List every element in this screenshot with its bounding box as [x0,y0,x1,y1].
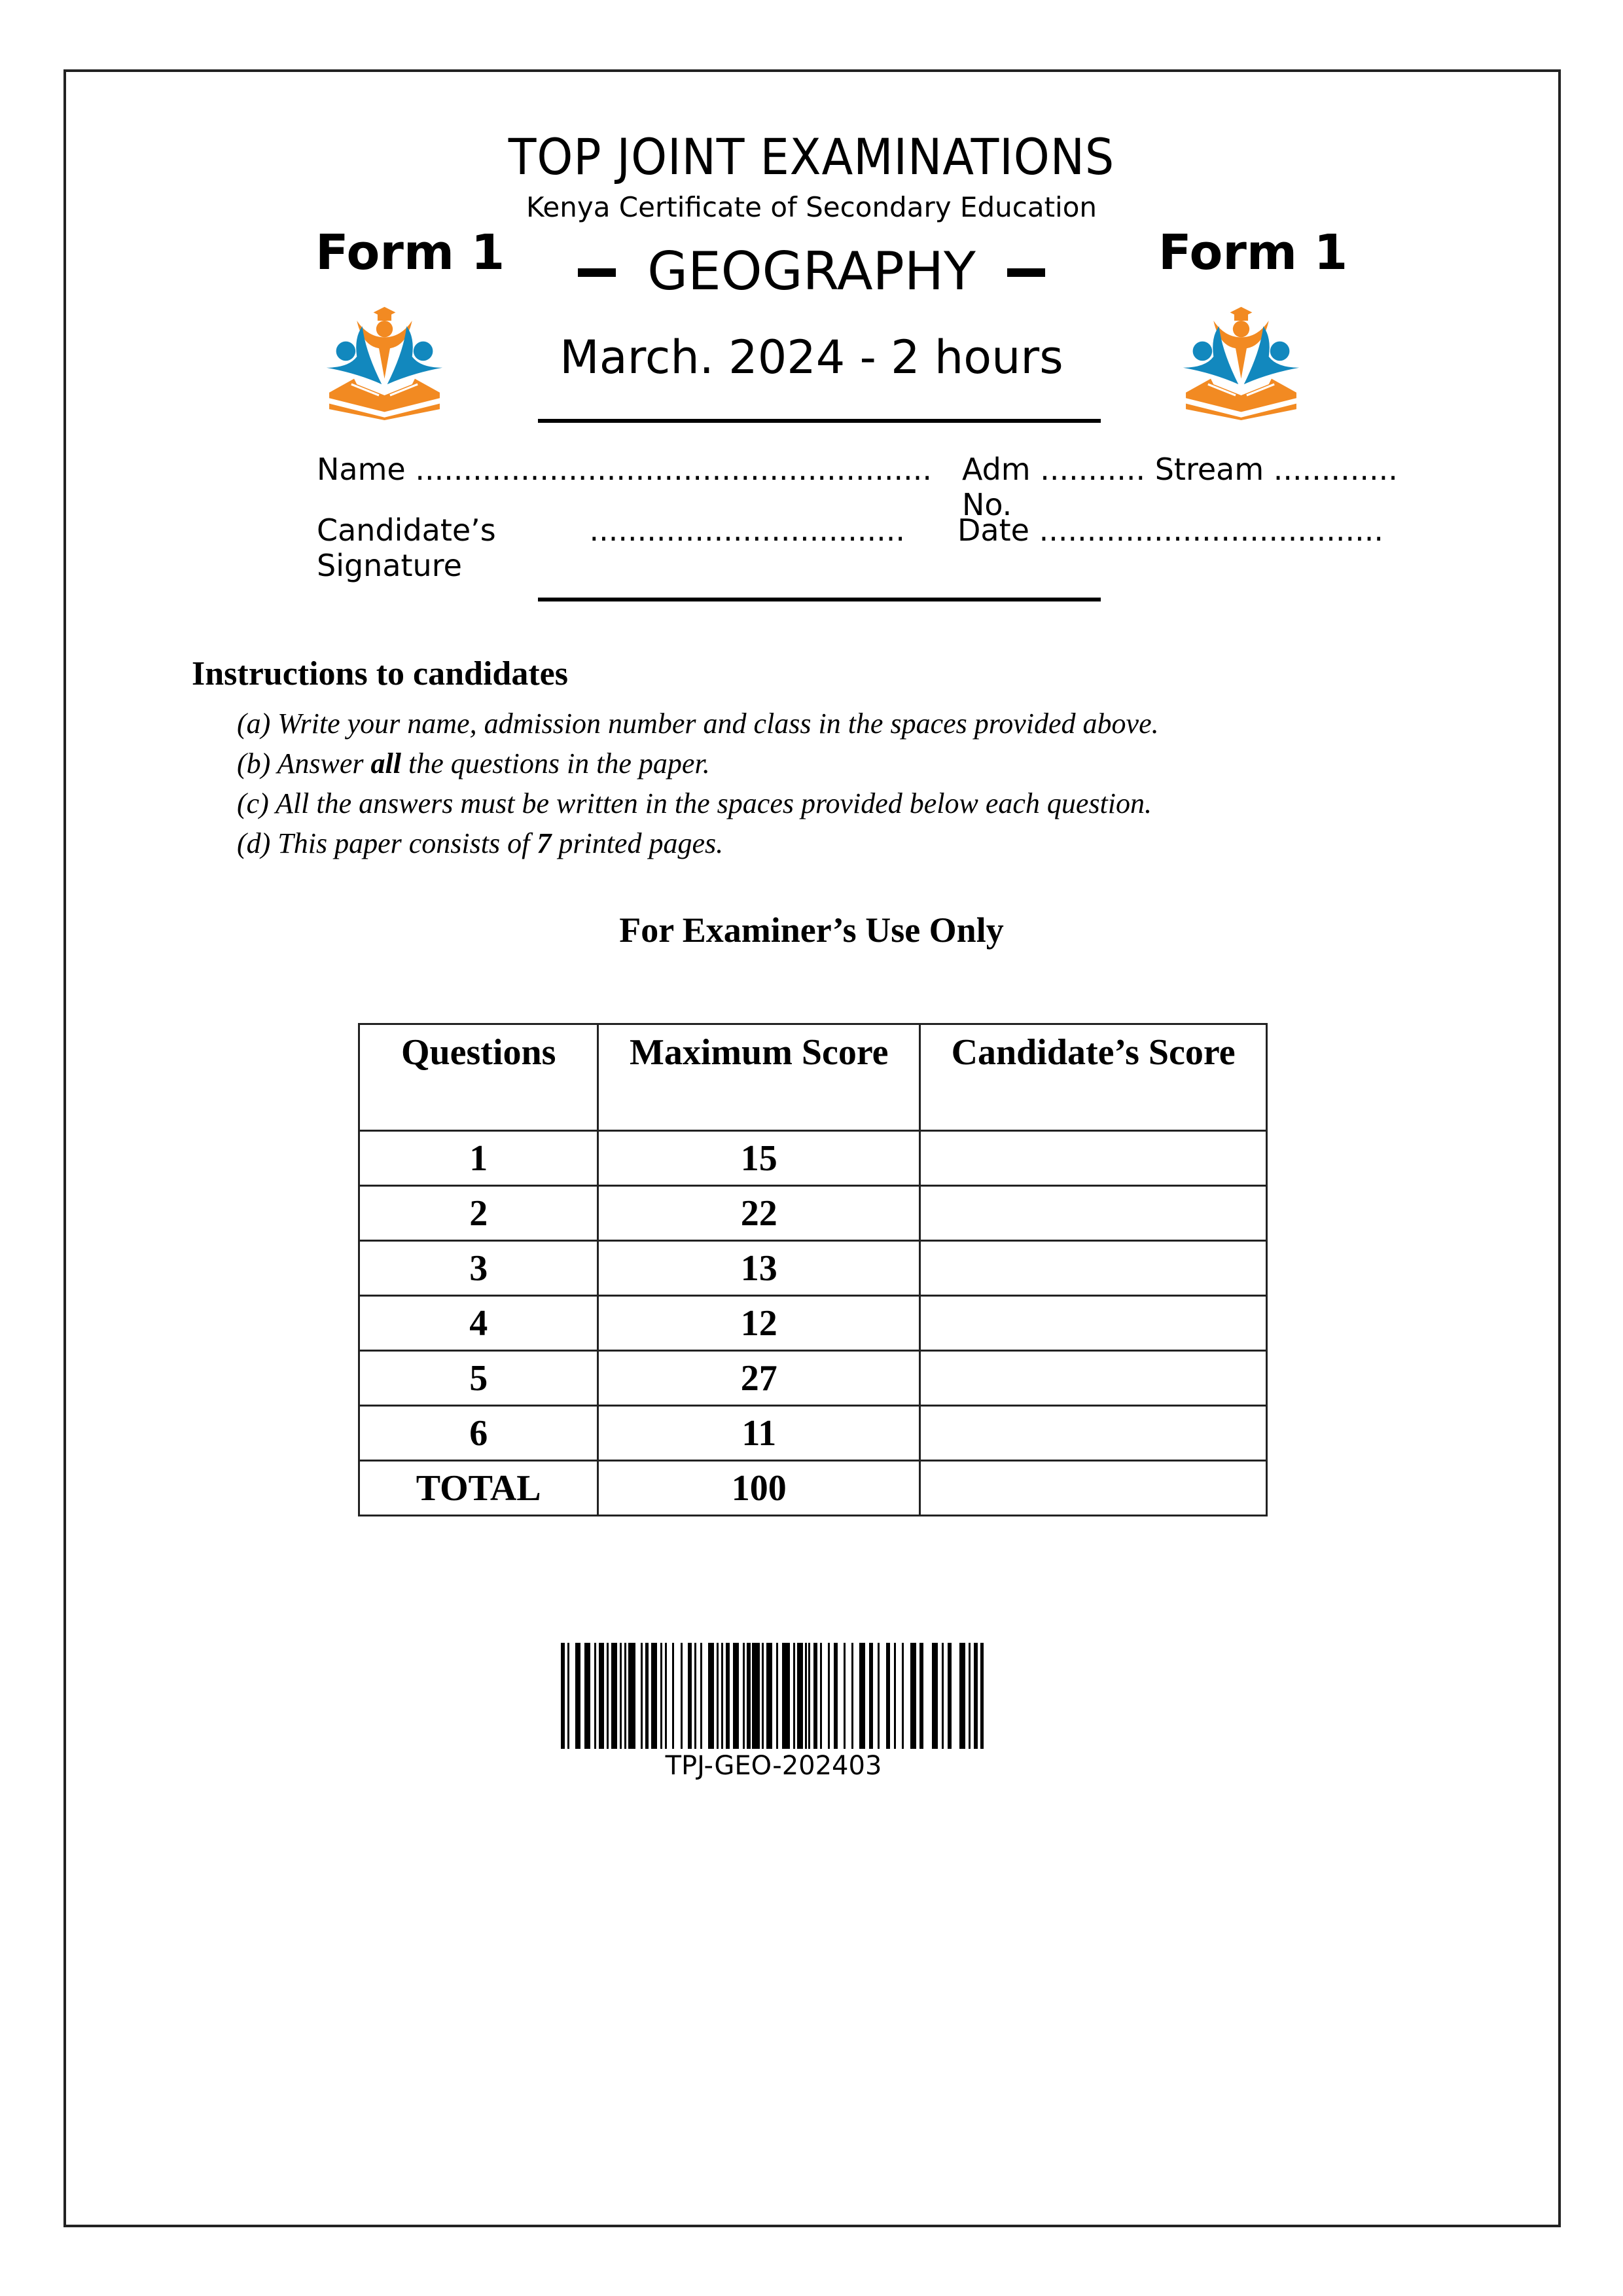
dash-right [1007,268,1045,277]
adm-field[interactable]: ........... [1040,452,1146,487]
max-score-cell: 11 [598,1406,920,1461]
org-title: TOP JOINT EXAMINATIONS [508,128,1115,186]
date-label: Date [957,512,1029,548]
column-header: Maximum Score [598,1024,920,1131]
subject-text: GEOGRAPHY [647,241,976,302]
emphasis: all [370,747,401,780]
instruction-item: (d) This paper consists of 7 printed pages. [237,827,724,859]
table-row [359,1296,1267,1351]
table-row [359,1241,1267,1296]
date-field[interactable]: .................................... [1039,512,1383,548]
instructions-title: Instructions to candidates [192,655,568,692]
instruction-item: (c) All the answers must be written in the spaces provided below each question. [237,787,1152,819]
name-field[interactable]: ...................................................... [415,452,932,487]
instructions-list [237,704,1159,863]
question-cell: 2 [359,1186,598,1241]
max-score-cell: 22 [598,1186,920,1241]
form-label-left: Form 1 [315,224,505,281]
header-rule-top [538,419,1101,423]
candidate-score-cell[interactable] [920,1296,1267,1351]
examiner-title: For Examiner’s Use Only [619,910,1004,950]
barcode-icon [558,1643,990,1749]
signature-row [317,512,1383,583]
table-row [359,1131,1267,1186]
name-label: Name [317,452,406,487]
candidate-score-cell[interactable] [920,1351,1267,1406]
signature-label: Candidate’s Signature [317,512,496,583]
candidate-score-cell[interactable] [920,1241,1267,1296]
candidate-score-cell[interactable] [920,1131,1267,1186]
question-cell: 5 [359,1351,598,1406]
instruction-item: (b) Answer all the questions in the paper. [237,747,710,780]
signature-field[interactable]: ................................. [589,512,906,548]
total-max-cell: 100 [598,1461,920,1516]
emphasis: 7 [537,827,552,859]
adm-label: Adm No. [961,452,1031,522]
barcode-text: TPJ-GEO-202403 [665,1751,882,1781]
column-header: Questions [359,1024,598,1131]
exam-date-duration: March. 2024 - 2 hours [560,331,1063,384]
question-cell: 4 [359,1296,598,1351]
total-score-cell[interactable] [920,1461,1267,1516]
max-score-cell: 27 [598,1351,920,1406]
candidate-score-cell[interactable] [920,1186,1267,1241]
column-header: Candidate’s Score [920,1024,1267,1131]
max-score-cell: 13 [598,1241,920,1296]
score-table [358,1023,1268,1516]
max-score-cell: 15 [598,1131,920,1186]
name-row [317,452,1398,522]
table-total-row [359,1461,1267,1516]
instruction-item: (a) Write your name, admission number and class in the spaces provided above. [237,708,1159,740]
table-row [359,1351,1267,1406]
subject-title [0,241,1623,302]
question-cell: 1 [359,1131,598,1186]
table-row [359,1186,1267,1241]
total-label-cell: TOTAL [359,1461,598,1516]
dash-left [578,268,616,277]
stream-label: Stream [1154,452,1264,487]
question-cell: 3 [359,1241,598,1296]
stream-field[interactable]: ............. [1273,452,1398,487]
question-cell: 6 [359,1406,598,1461]
table-row [359,1406,1267,1461]
org-subtitle: Kenya Certificate of Secondary Education [526,191,1097,223]
table-header-row [359,1024,1267,1131]
form-label-right: Form 1 [1158,224,1348,281]
candidate-score-cell[interactable] [920,1406,1267,1461]
header-rule-bottom [538,598,1101,601]
max-score-cell: 12 [598,1296,920,1351]
